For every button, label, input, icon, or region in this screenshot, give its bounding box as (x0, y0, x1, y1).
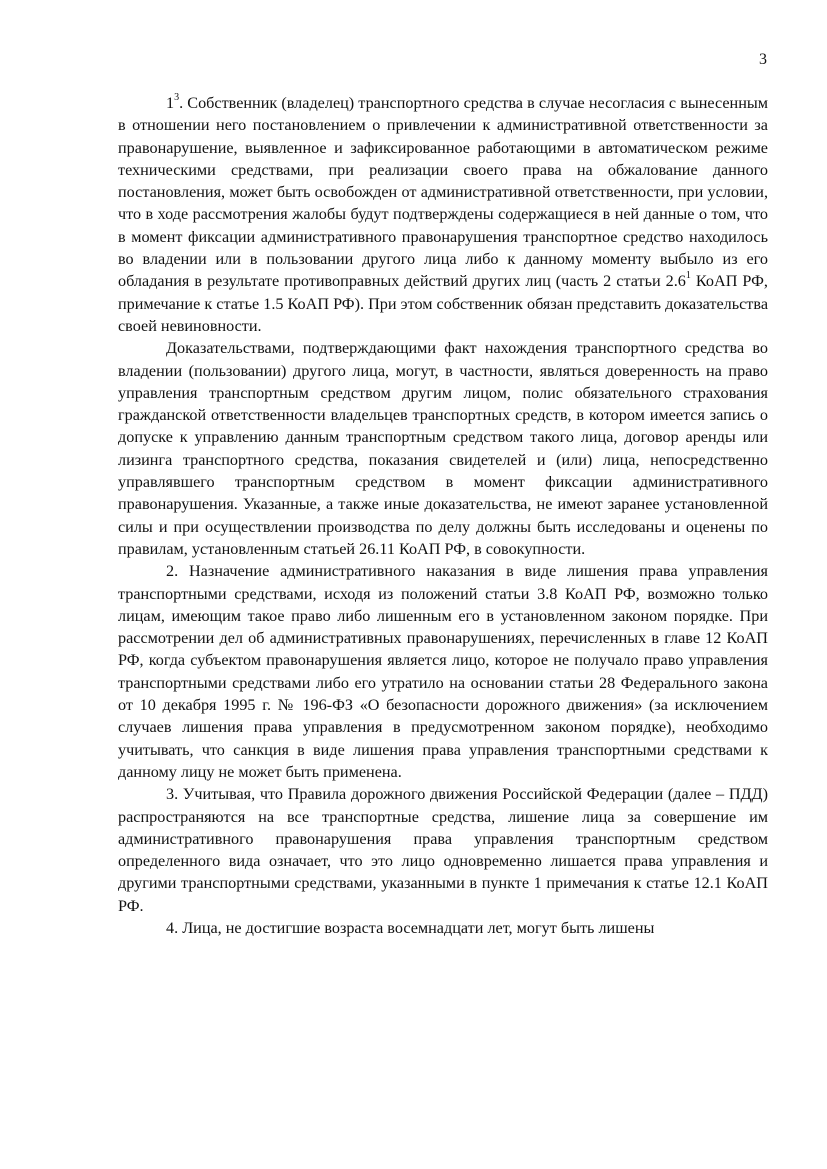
paragraph-text: . Собственник (владелец) транспортного средства в случае несогласия с вынесенным в отношении него постановлением о привлечении к административной ответственности за правонарушение, выявленное и зафиксированное работающими в автоматическом режиме техническими средствами, при реализации своего права на обжалование данного постановления, может быть освобожден от административной ответственности, при условии, что в ходе рассмотрения жалобы будут подтверждены содержащиеся в ней данные о том, что в момент фиксации административного правонарушения транспортное средство находилось во владении или в пользовании другого лица либо к данному моменту выбыло из его обладания в результате противоправных действий других лиц (часть 2 статьи 2.6 (118, 94, 768, 291)
paragraph-marker-superscript: 3 (174, 91, 180, 103)
paragraph-marker: 1 (166, 94, 175, 112)
document-body (118, 92, 768, 939)
paragraph-3: 3. Учитывая, что Правила дорожного движения Российской Федерации (далее – ПДД) распространяются на все транспортные средства, лишение лица за совершение им административного правонарушения права управления транспортным средством определенного вида означает, что это лицо одновременно лишается права управления и другими транспортными средствами, указанными в пункте 1 примечания к статье 12.1 КоАП РФ. (118, 785, 768, 915)
paragraph-4: 4. Лица, не достигшие возраста восемнадцати лет, могут быть лишены (166, 918, 655, 937)
paragraph-text-continued: КоАП РФ, примечание к статье 1.5 КоАП РФ). При этом собственник обязан представить доказательства своей невиновности. (118, 272, 768, 335)
paragraph-2: 2. Назначение административного наказания в виде лишения права управления транспортными средствами, исходя из положений статьи 3.8 КоАП РФ, возможно только лицам, имеющим такое право либо лишенным его в установленном законом порядке. При рассмотрении дел об административных правонарушениях, перечисленных в главе 12 КоАП РФ, когда субъектом правонарушения является лицо, которое не получало право управления транспортными средствами либо его утратило на основании статьи 28 Федерального закона от 10 декабря 1995 г. № 196-ФЗ «О безопасности дорожного движения» (за исключением случаев лишения права управления в предусмотренном законом порядке), необходимо учитывать, что санкция в виде лишения права управления транспортными средствами к данному лицу не может быть применена. (118, 562, 768, 781)
page-number: 3 (759, 51, 767, 68)
article-reference-superscript: 1 (685, 269, 691, 281)
paragraph-evidence: Доказательствами, подтверждающими факт нахождения транспортного средства во владении (пользовании) другого лица, могут, в частности, являться доверенность на право управления транспортным средством другим лицом, полис обязательного страхования гражданской ответственности владельцев транспортных средств, в котором имеется запись о допуске к управлению данным транспортным средством такого лица, договор аренды или лизинга транспортного средства, показания свидетелей и (или) лица, непосредственно управлявшего транспортным средством в момент фиксации административного правонарушения. Указанные, а также иные доказательства, не имеют заранее установленной силы и при осуществлении производства по делу должны быть исследованы и оценены по правилам, установленным статьей 26.11 КоАП РФ, в совокупности. (118, 339, 768, 558)
paragraph-1-3 (118, 92, 768, 337)
